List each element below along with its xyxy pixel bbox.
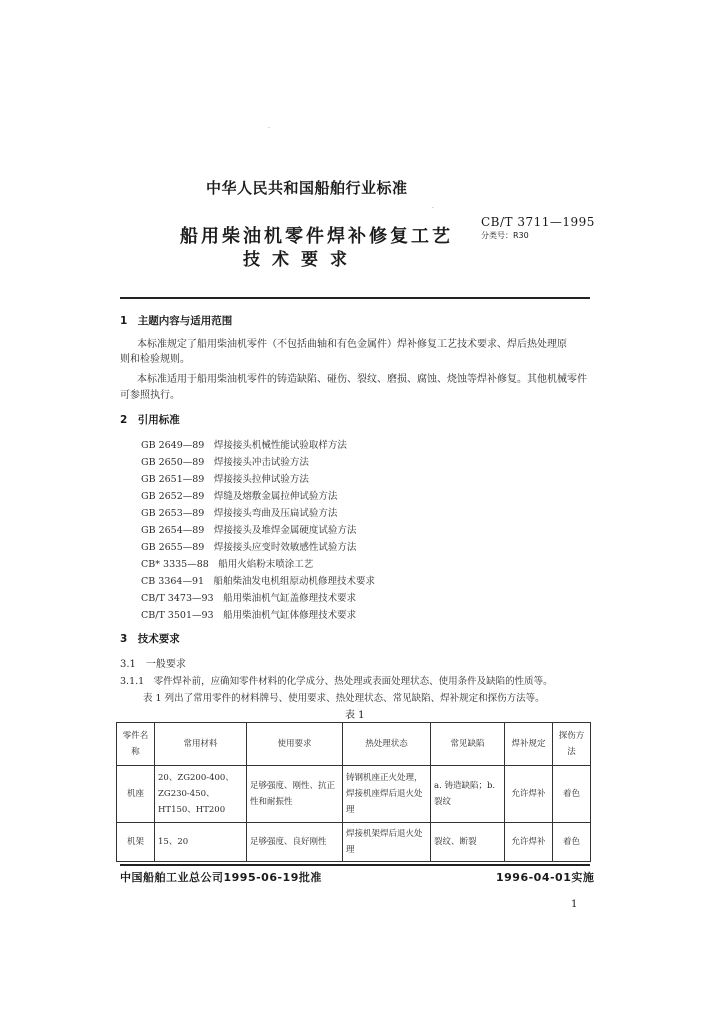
reference-item: GB 2651—89 焊接接头拉伸试验方法: [141, 474, 309, 485]
cell-defects: a. 铸造缺陷；b. 裂纹: [431, 766, 505, 823]
cell-heat-treatment: 铸钢机座正火处理，焊接机座焊后退火处理: [343, 766, 431, 823]
section-1-paragraph-1-cont: 则和检验规则。: [120, 354, 190, 365]
document-title-line2: 技术要求: [243, 250, 359, 270]
section-1-heading: 1 主题内容与适用范围: [120, 315, 233, 327]
industry-standard-label: 中华人民共和国船舶行业标准: [206, 179, 408, 197]
cell-part: 机座: [117, 766, 155, 823]
reference-item: GB 2653—89 焊接接头弯曲及压扁试验方法: [141, 508, 338, 519]
cell-requirement: 足够强度、刚性、抗正性和耐振性: [247, 766, 343, 823]
reference-item: CB/T 3473—93 船用柴油机气缸盖修理技术要求: [141, 593, 357, 604]
section-1-paragraph-2-cont: 可参照执行。: [120, 390, 180, 401]
header-cell: 探伤方法: [553, 723, 591, 766]
section-1-paragraph-2: 本标准适用于船用柴油机零件的铸造缺陷、碰伤、裂纹、磨损、腐蚀、烧蚀等焊补修复。其他机械零件: [137, 374, 587, 385]
scan-speck: ·: [432, 205, 434, 212]
section-2-heading: 2 引用标准: [120, 414, 180, 426]
header-divider: [120, 297, 590, 299]
cell-requirement: 足够强度、良好刚性: [247, 823, 343, 862]
section-1-paragraph-1: 本标准规定了船用柴油机零件（不包括曲轴和有色金属件）焊补修复工艺技术要求、焊后热处理原: [137, 339, 567, 350]
cell-rule: 允许焊补: [505, 823, 553, 862]
classification-code: 分类号：R30: [481, 231, 529, 240]
header-cell: 热处理状态: [343, 723, 431, 766]
reference-item: CB 3364—91 船舶柴油发电机组原动机修理技术要求: [141, 576, 376, 587]
header-cell: 焊补规定: [505, 723, 553, 766]
table-row: [117, 766, 591, 823]
table-header-row: [117, 723, 591, 766]
cell-rule: 允许焊补: [505, 766, 553, 823]
cell-material: 15、20: [155, 823, 247, 862]
header-cell: 常见缺陷: [431, 723, 505, 766]
page-number: 1: [571, 899, 578, 910]
parts-table: [116, 722, 591, 862]
standard-code: CB/T 3711—1995: [481, 215, 595, 229]
footer-divider: [120, 864, 590, 866]
approval-notice: 中国船舶工业总公司1995-06-19批准: [120, 871, 322, 884]
table-caption: 表 1: [345, 710, 365, 721]
reference-item: GB 2649—89 焊接接头机械性能试验取样方法: [141, 440, 347, 451]
cell-inspection: 着色: [553, 823, 591, 862]
scan-speck: ·: [268, 125, 270, 132]
table-row: [117, 823, 591, 862]
cell-defects: 裂纹、断裂: [431, 823, 505, 862]
section-3-heading: 3 技术要求: [120, 633, 180, 645]
clause-3-1-1-cont: 表 1 列出了常用零件的材料牌号、使用要求、热处理状态、常见缺陷、焊补规定和探伤方法等。: [143, 693, 545, 704]
reference-item: GB 2650—89 焊接接头冲击试验方法: [141, 457, 309, 468]
header-cell: 零件名称: [117, 723, 155, 766]
reference-item: CB/T 3501—93 船用柴油机气缸体修理技术要求: [141, 610, 357, 621]
effective-date: 1996-04-01实施: [496, 871, 595, 884]
document-title-line1: 船用柴油机零件焊补修复工艺: [180, 226, 453, 247]
cell-part: 机架: [117, 823, 155, 862]
reference-item: GB 2654—89 焊接接头及堆焊金属硬度试验方法: [141, 525, 357, 536]
reference-item: GB 2652—89 焊缝及熔敷金属拉伸试验方法: [141, 491, 338, 502]
subsection-3-1: 3.1 一般要求: [120, 659, 186, 670]
clause-3-1-1: 3.1.1 零件焊补前，应确知零件材料的化学成分、热处理或表面处理状态、使用条件及缺陷的性质等。: [120, 676, 553, 687]
cell-material: 20、ZG200-400、ZG230-450、HT150、HT200: [155, 766, 247, 823]
cell-inspection: 着色: [553, 766, 591, 823]
header-cell: 使用要求: [247, 723, 343, 766]
reference-item: GB 2655—89 焊接接头应变时效敏感性试验方法: [141, 542, 357, 553]
reference-item: CB* 3335—88 船用火焰粉末喷涂工艺: [141, 559, 314, 570]
cell-heat-treatment: 焊接机架焊后退火处理: [343, 823, 431, 862]
header-cell: 常用材料: [155, 723, 247, 766]
